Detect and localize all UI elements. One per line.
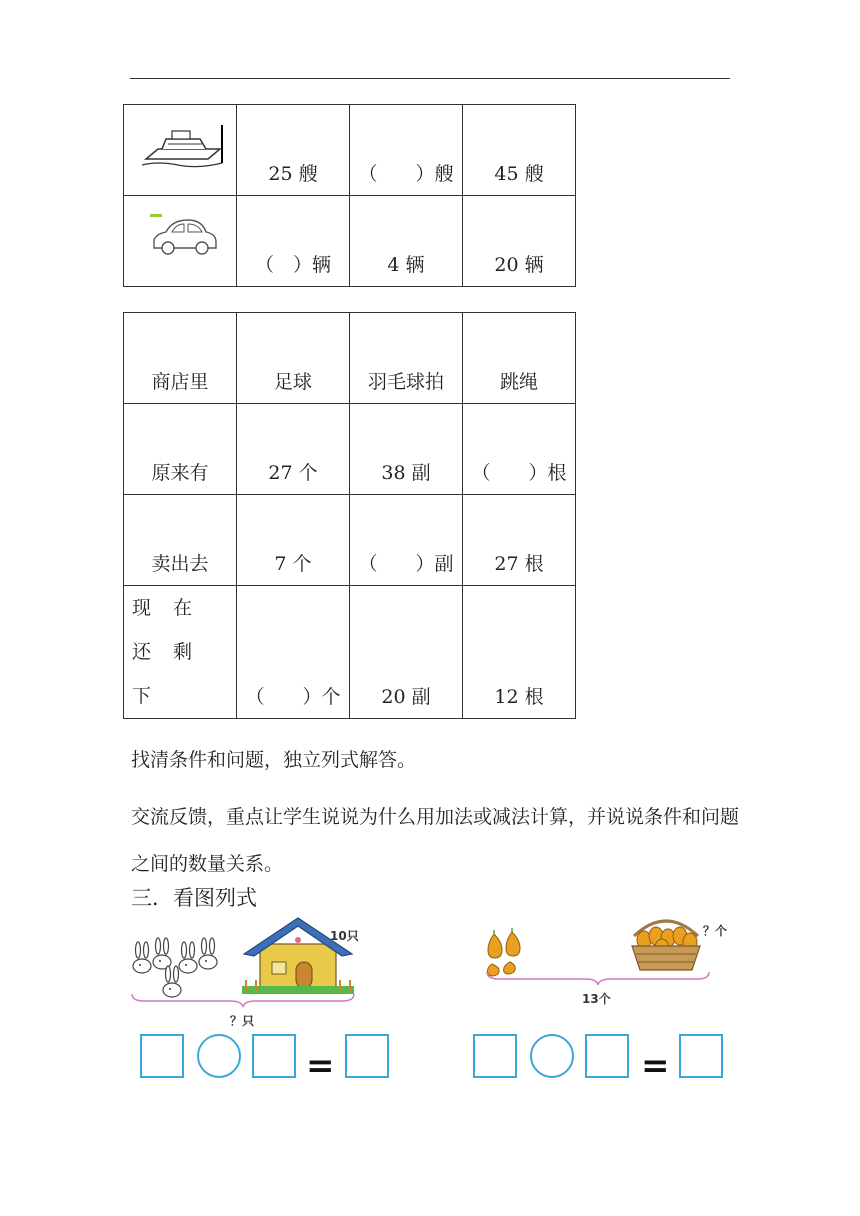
label-bottom: ？只 [230,1014,255,1028]
table-row [124,196,576,287]
table-header-row [124,313,576,404]
table-cell: （ ）根 [463,404,576,495]
table-cell: 现 在 还 剩 下 [124,586,237,719]
table-cell: （ ）艘 [350,105,463,196]
shop-table [123,312,576,719]
table-cell: 45 艘 [463,105,576,196]
table-cell: 27 个 [237,404,350,495]
basket-icon [628,912,704,972]
table-cell: 7 个 [237,495,350,586]
boat-cell [124,105,237,196]
equals-sign: = [306,1046,335,1086]
vehicle-table [123,104,576,287]
operator-circle[interactable] [530,1034,574,1078]
car-icon [146,210,226,270]
table-header-cell: 跳绳 [463,313,576,404]
table-cell: 20 副 [350,586,463,719]
table-row [124,495,576,586]
table-cell: 25 艘 [237,105,350,196]
table-cell: 原来有 [124,404,237,495]
table-row [124,105,576,196]
table-cell: 38 副 [350,404,463,495]
table-header-cell: 商店里 [124,313,237,404]
brace-icon [485,970,711,986]
label-top: ？个 [703,924,728,938]
car-cell [124,196,237,287]
table-cell: （ ）副 [350,495,463,586]
label-bottom: 13个 [582,992,611,1006]
feedback-paragraph: 交流反馈，重点让学生说说为什么用加法或减法计算，并说说条件和问题之间的数量关系。 [131,806,740,875]
brace-icon [130,992,356,1008]
table-cell: （ ）辆 [237,196,350,287]
equals-sign: = [641,1046,670,1086]
table-cell: 27 根 [463,495,576,586]
table-cell: 卖出去 [124,495,237,586]
answer-box[interactable] [473,1034,517,1078]
answer-box[interactable] [679,1034,723,1078]
table-cell: （ ）个 [237,586,350,719]
operator-circle[interactable] [197,1034,241,1078]
header-rule [130,78,730,79]
table-cell: 20 辆 [463,196,576,287]
answer-box[interactable] [140,1034,184,1078]
label-top: 10只 [330,929,359,943]
answer-box[interactable] [345,1034,389,1078]
table-cell: 12 根 [463,586,576,719]
table-header-cell: 羽毛球拍 [350,313,463,404]
table-row [124,586,576,719]
section-title: 三．看图列式 [131,886,257,910]
table-row [124,404,576,495]
table-cell: 4 辆 [350,196,463,287]
boat-icon [138,119,228,179]
answer-box[interactable] [585,1034,629,1078]
instruction-paragraph: 找清条件和问题，独立列式解答。 [131,749,417,771]
table-header-cell: 足球 [237,313,350,404]
answer-box[interactable] [252,1034,296,1078]
